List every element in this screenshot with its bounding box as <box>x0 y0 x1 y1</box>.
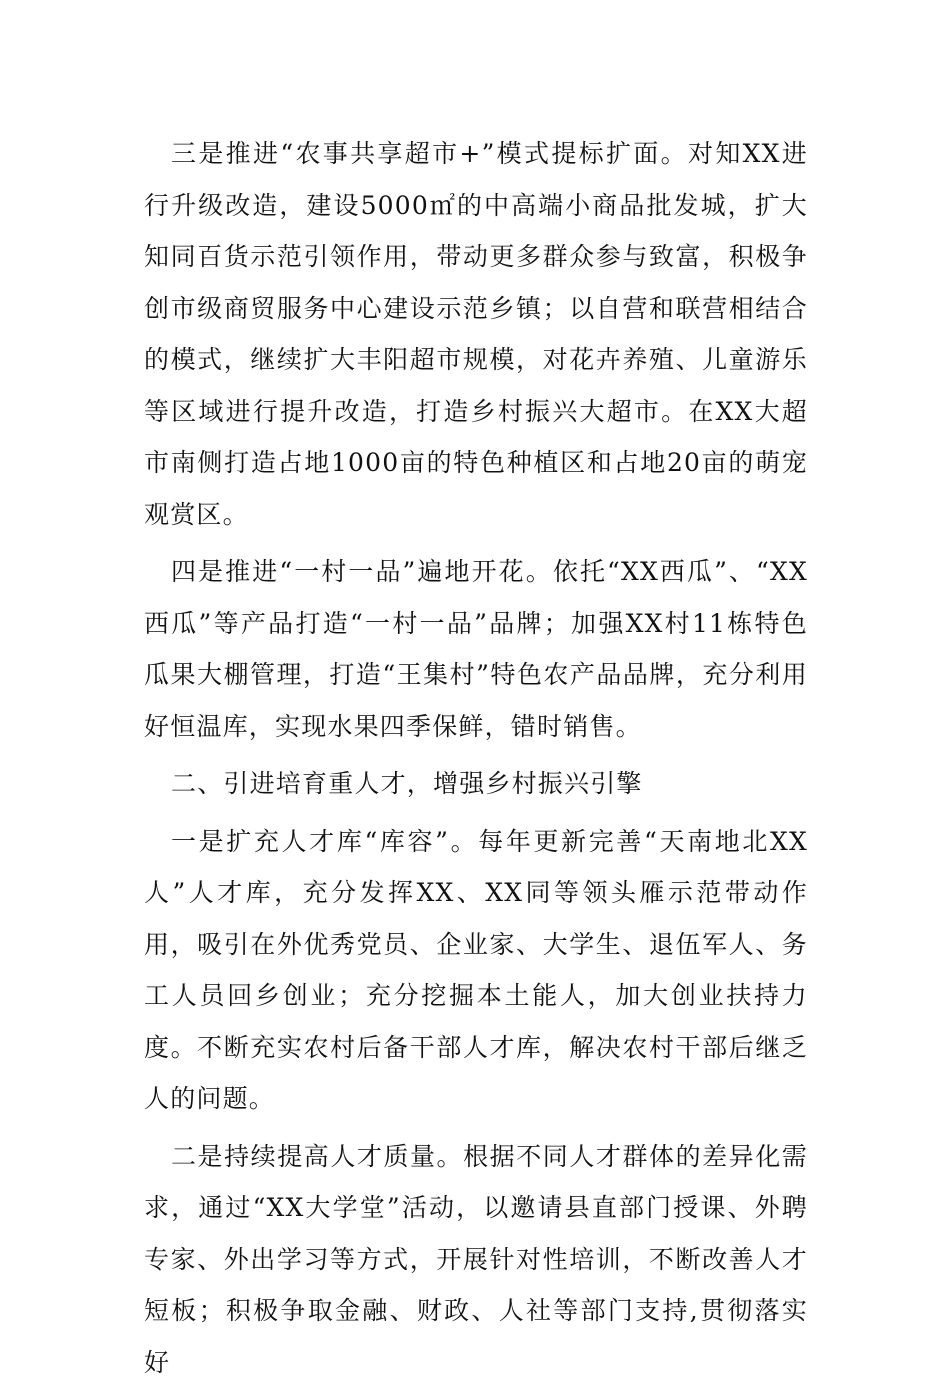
section-heading-talent: 二、引进培育重人才，增强乡村振兴引擎 <box>171 769 643 798</box>
paragraph-supermarket-model: 三是推进“农事共享超市+”模式提标扩面。对知XX进行升级改造，建设5000㎡的中高端小商品批发城，扩大知同百货示范引领作用，带动更多群众参与致富，积极争创市级商贸服务中心建设示范乡镇；以自营和联营相结合的模式，继续扩大丰阳超市规模，对花卉养殖、儿童游乐等区域进行提升改造，打造乡村振兴大超市。在XX大超市南侧打造占地1000亩的特色种植区和占地20亩的萌宠观赏区。 <box>144 139 808 529</box>
document-body <box>144 128 808 1394</box>
paragraph-one-village-one-product: 四是推进“一村一品”遍地开花。依托“XX西瓜”、“XX西瓜”等产品打造“一村一品”品牌；加强XX村11栋特色瓜果大棚管理，打造“王集村”特色农产品品牌，充分利用好恒温库，实现水果四季保鲜，错时销售。 <box>144 557 808 741</box>
paragraph-talent-quality: 二是持续提高人才质量。根据不同人才群体的差异化需求，通过“XX大学堂”活动，以邀请县直部门授课、外聘专家、外出学习等方式，开展针对性培训，不断改善人才短板；积极争取金融、财政、人社等部门支持,贯彻落实好 <box>144 1141 808 1377</box>
paragraph-talent-pool: 一是扩充人才库“库容”。每年更新完善“天南地北XX人”人才库，充分发挥XX、XX同等领头雁示范带动作用，吸引在外优秀党员、企业家、大学生、退伍军人、务工人员回乡创业；充分挖掘本土能人，加大创业扶持力度。不断充实农村后备干部人才库，解决农村干部后继乏人的问题。 <box>144 826 808 1113</box>
